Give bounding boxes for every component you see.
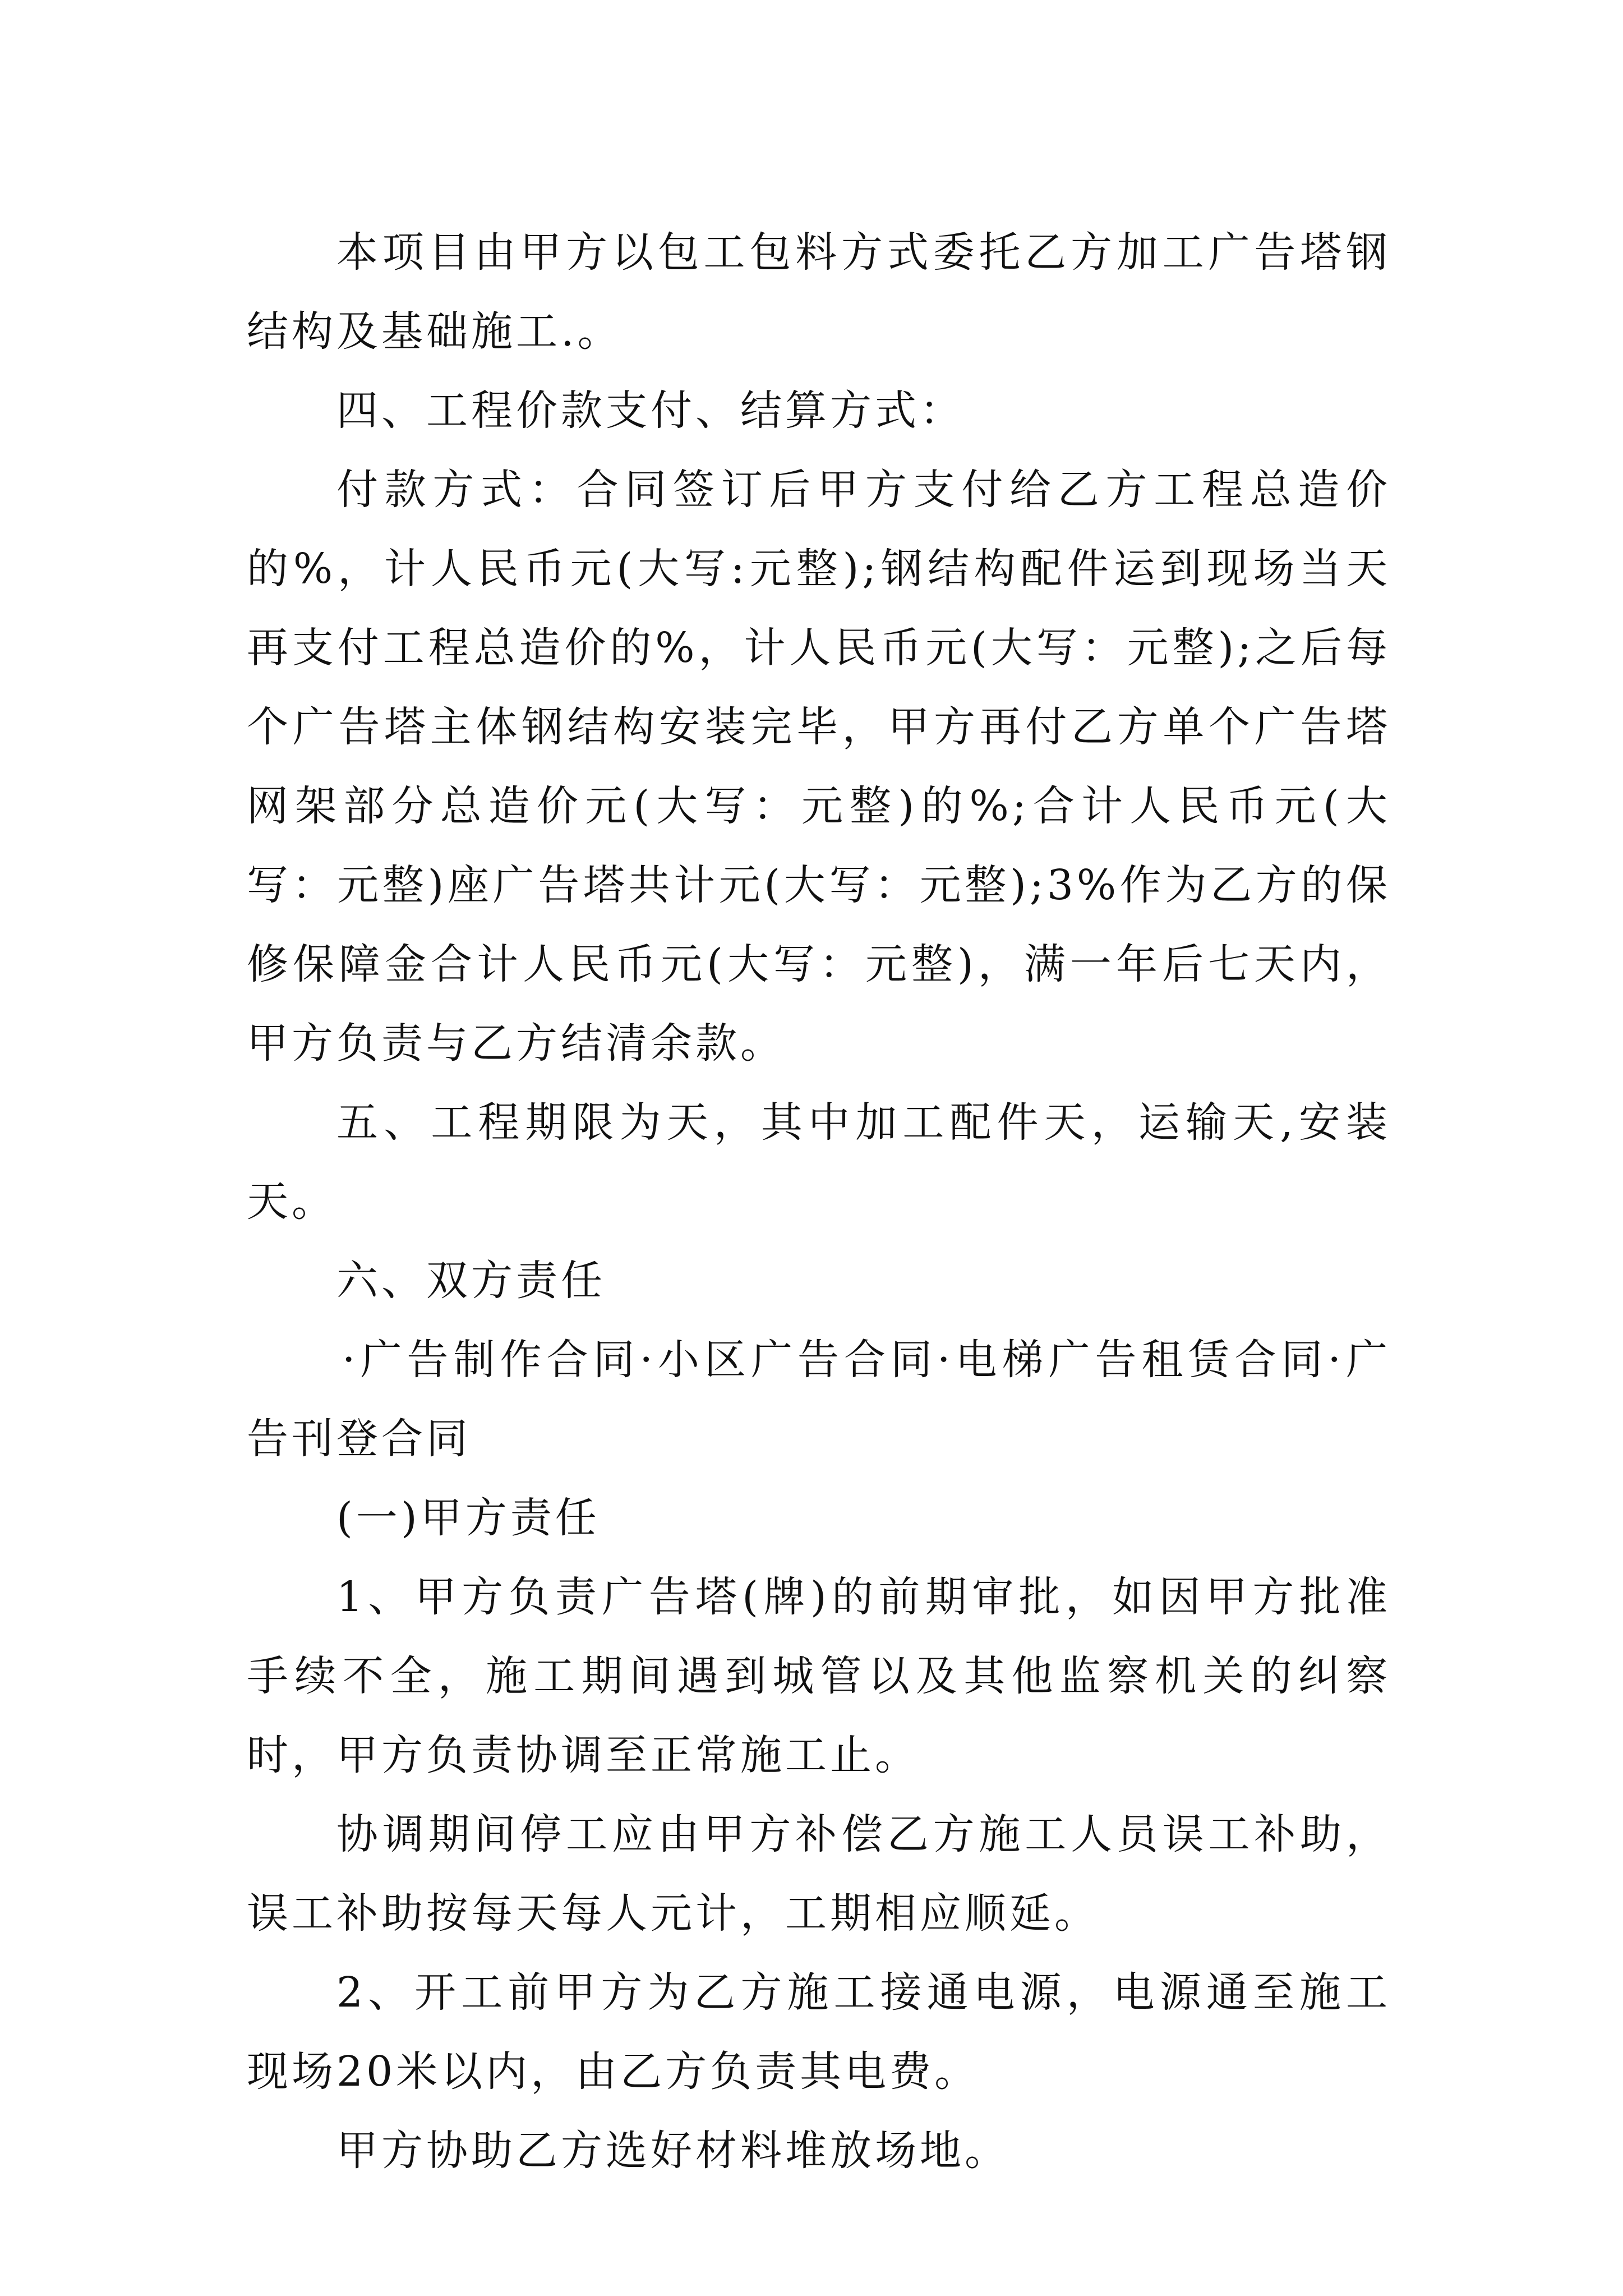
paragraph-project-period: 五、工程期限为天，其中加工配件天，运输天,安装天。 (247, 1098, 1391, 1226)
document-body (247, 213, 1391, 2191)
related-contract-links: ·广告制作合同·小区广告合同·电梯广告租赁合同·广告刊登合同 (247, 1336, 1391, 1463)
heading-party-a-responsibilities: (一)甲方责任 (336, 1494, 600, 1542)
paragraph-material-storage: 甲方协助乙方选好材料堆放场地。 (336, 2127, 1009, 2175)
paragraph-scope: 本项目由甲方以包工包料方式委托乙方加工广告塔钢结构及基础施工.。 (247, 228, 1391, 356)
paragraph-downtime-compensation: 协调期间停工应由甲方补偿乙方施工人员误工补助，误工补助按每天每人元计，工期相应顺延。 (247, 1810, 1391, 1938)
heading-responsibilities: 六、双方责任 (336, 1257, 606, 1305)
heading-payment-terms: 四、工程价款支付、结算方式： (336, 386, 965, 435)
paragraph-party-a-item-1: 1、甲方负责广告塔(牌)的前期审批，如因甲方批准手续不全，施工期间遇到城管以及其他监察机关的纠察时，甲方负责协调至正常施工止。 (247, 1573, 1391, 1779)
paragraph-payment-method: 付款方式：合同签订后甲方支付给乙方工程总造价的%，计人民币元(大写:元整);钢结构配件运到现场当天再支付工程总造价的%，计人民币元(大写：元整);之后每个广告塔主体钢结构安装完毕，甲方再付乙方单个广告塔网架部分总造价元(大写：元整)的%;合计人民币元(大写：元整)座广告塔共计元(大写：元整);3%作为乙方的保修保障金合计人民币元(大写：元整)，满一年后七天内，甲方负责与乙方结清余款。 (247, 466, 1391, 1068)
paragraph-party-a-item-2: 2、开工前甲方为乙方施工接通电源，电源通至施工现场20米以内，由乙方负责其电费。 (247, 1968, 1391, 2096)
